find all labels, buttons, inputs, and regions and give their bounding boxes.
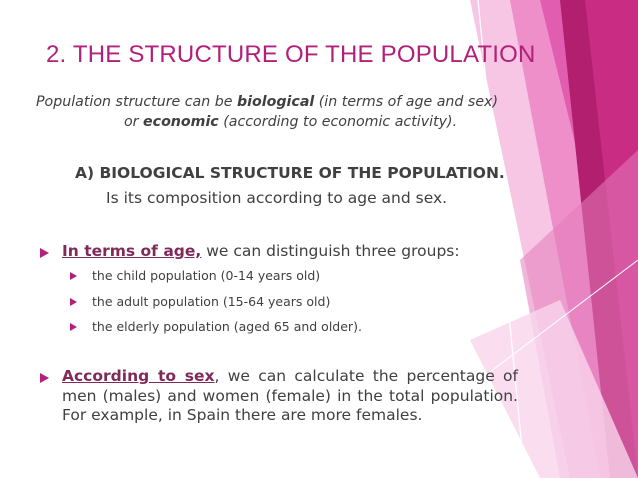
bullet-age bbox=[62, 242, 460, 260]
intro-keyword-biological: biological bbox=[237, 94, 315, 110]
bullet-arrow-icon bbox=[40, 373, 49, 383]
intro-line-2 bbox=[36, 112, 516, 132]
sub-bullet-arrow-icon bbox=[70, 298, 77, 306]
list-item-child: the child population (0-14 years old) bbox=[92, 268, 321, 283]
list-item-adult: the adult population (15-64 years old) bbox=[92, 294, 331, 309]
intro-paragraph bbox=[36, 92, 516, 132]
intro-text: Population structure can be bbox=[36, 94, 238, 110]
list-item-elderly: the elderly population (aged 65 and older). bbox=[92, 319, 362, 334]
sub-bullet-arrow-icon bbox=[70, 323, 77, 331]
bullet-sex-text: , we can calculate the percentage of men (males) and women (female) in the total population. For example, in Spain there are more females. bbox=[62, 367, 518, 424]
bullet-age-text: we can distinguish three groups: bbox=[201, 242, 460, 260]
bullet-sex-emphasis: According to sex bbox=[62, 367, 215, 385]
bullet-sex bbox=[62, 367, 518, 426]
bullet-arrow-icon bbox=[40, 248, 49, 258]
intro-keyword-economic: economic bbox=[143, 114, 219, 130]
intro-text: or bbox=[124, 114, 144, 130]
section-heading: A) BIOLOGICAL STRUCTURE OF THE POPULATION. bbox=[75, 164, 505, 182]
sub-bullet-arrow-icon bbox=[70, 272, 77, 280]
intro-text: (in terms of age and sex) bbox=[314, 94, 498, 110]
bullet-age-emphasis: In terms of age, bbox=[62, 242, 202, 260]
section-text: Is its composition according to age and sex. bbox=[106, 189, 448, 207]
slide-title: 2. THE STRUCTURE OF THE POPULATION bbox=[46, 41, 536, 68]
intro-text: (according to economic activity). bbox=[218, 114, 458, 130]
